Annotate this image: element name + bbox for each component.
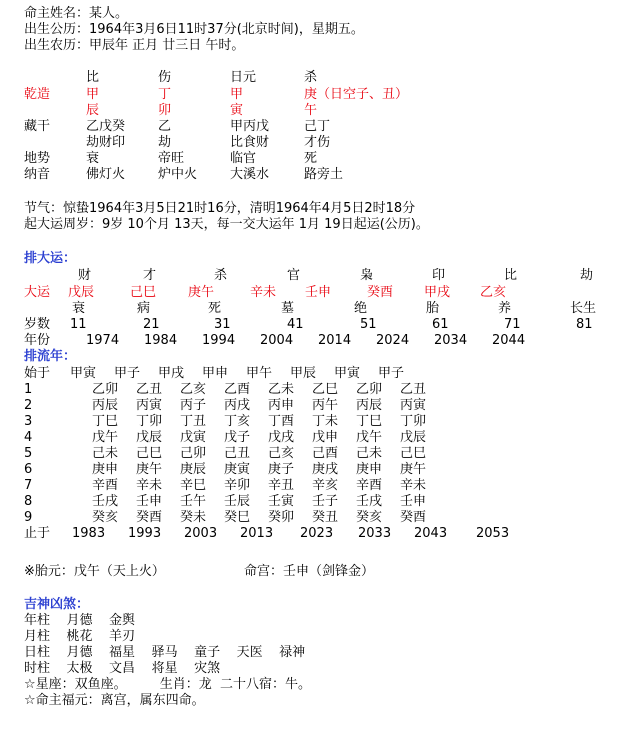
liunian-pillar: 癸酉	[400, 510, 427, 525]
dayun-age: 41	[287, 317, 304, 332]
dayun-year: 2044	[492, 333, 526, 348]
dayun-year: 1974	[86, 333, 120, 348]
stem: 丁	[158, 87, 172, 102]
liunian-pillar: 辛亥	[312, 478, 339, 493]
liunian-pillar: 丙子	[180, 398, 207, 413]
dayun-year: 2004	[260, 333, 294, 348]
dayun-age: 51	[360, 317, 377, 332]
dayun-state: 病	[137, 301, 151, 316]
stem: 甲	[230, 87, 244, 102]
end-year: 2003	[184, 526, 218, 541]
liunian-row-number: 2	[24, 398, 33, 413]
dayun-pillar: 戊辰	[68, 285, 95, 300]
liunian-pillar: 辛酉	[92, 478, 119, 493]
liunian-pillar: 辛未	[400, 478, 427, 493]
liunian-pillar: 戊辰	[400, 430, 427, 445]
liunian-pillar: 壬寅	[268, 494, 295, 509]
liunian-pillar: 庚午	[136, 462, 163, 477]
dishi-label: 地势	[24, 151, 51, 166]
dayun-state: 胎	[426, 301, 440, 316]
minggong: 命宫：壬申（剑锋金）	[244, 564, 375, 579]
liunian-pillar: 壬午	[180, 494, 207, 509]
branch: 卯	[158, 103, 172, 118]
start-pillar: 甲戌	[158, 366, 185, 381]
liunian-row-number: 6	[24, 462, 33, 477]
liunian-pillar: 癸丑	[312, 510, 339, 525]
end-year: 2033	[358, 526, 392, 541]
canggan: 乙	[158, 119, 172, 134]
shensha-heading: 吉神凶煞：	[24, 597, 90, 612]
dayun-god: 印	[432, 268, 446, 283]
dayun-age: 81	[576, 317, 593, 332]
year-label: 年份	[24, 333, 51, 348]
liunian-pillar: 癸亥	[356, 510, 383, 525]
liunian-row-number: 8	[24, 494, 33, 509]
liunian-pillar: 戊子	[224, 430, 251, 445]
nayin: 路旁土	[304, 167, 344, 182]
liunian-pillar: 丁卯	[136, 414, 163, 429]
dishi: 衰	[86, 151, 100, 166]
liunian-pillar: 乙卯	[92, 382, 119, 397]
liunian-pillar: 丁巳	[92, 414, 119, 429]
liunian-pillar: 庚午	[400, 462, 427, 477]
branch: 午	[304, 103, 318, 118]
liunian-pillar: 壬申	[136, 494, 163, 509]
liunian-row-number: 3	[24, 414, 33, 429]
dayun-pillar: 庚午	[188, 285, 215, 300]
liunian-pillar: 乙丑	[136, 382, 163, 397]
liunian-pillar: 辛丑	[268, 478, 295, 493]
start-pillar: 甲子	[378, 366, 405, 381]
liunian-pillar: 癸巳	[224, 510, 251, 525]
liunian-pillar: 乙酉	[224, 382, 251, 397]
liunian-pillar: 戊寅	[180, 430, 207, 445]
liunian-pillar: 乙丑	[400, 382, 427, 397]
dayun-god: 劫	[580, 268, 594, 283]
liunian-pillar: 丁未	[312, 414, 339, 429]
start-pillar: 甲辰	[290, 366, 317, 381]
liunian-pillar: 戊申	[312, 430, 339, 445]
liunian-pillar: 丙午	[312, 398, 339, 413]
lunar-birth: 出生农历：甲辰年 正月 廿三日 午时。	[24, 38, 245, 53]
stem: 庚（日空子、丑）	[304, 87, 409, 102]
liunian-pillar: 壬戌	[356, 494, 383, 509]
shensha-line: 日柱 月德 福星 驿马 童子 天医 禄神	[24, 645, 306, 660]
dayun-state: 墓	[281, 301, 295, 316]
dayun-age: 11	[70, 317, 87, 332]
nayin: 炉中火	[158, 167, 198, 182]
start-pillar: 甲子	[114, 366, 141, 381]
liunian-pillar: 己巳	[400, 446, 427, 461]
liunian-pillar: 壬申	[400, 494, 427, 509]
branch: 辰	[86, 103, 100, 118]
liunian-pillar: 丙辰	[356, 398, 383, 413]
start-pillar: 甲寅	[334, 366, 361, 381]
liunian-pillar: 戊午	[92, 430, 119, 445]
dayun-state: 绝	[354, 301, 368, 316]
dayun-year: 2024	[376, 333, 410, 348]
liunian-pillar: 丁亥	[224, 414, 251, 429]
jieqi-line: 节气：惊蛰1964年3月5日21时16分，清明1964年4月5日2时18分	[24, 201, 416, 216]
dayun-god: 杀	[214, 268, 228, 283]
end-year: 2013	[240, 526, 274, 541]
dayun-pillar: 己巳	[130, 285, 157, 300]
age-label: 岁数	[24, 317, 51, 332]
dayun-pillar: 辛未	[250, 285, 277, 300]
liunian-pillar: 丁酉	[268, 414, 295, 429]
dayun-god: 比	[504, 268, 518, 283]
liunian-pillar: 己丑	[224, 446, 251, 461]
liunian-heading: 排流年：	[24, 349, 77, 364]
canggan: 乙戊癸	[86, 119, 126, 134]
qianzao-label: 乾造	[24, 87, 51, 102]
liunian-pillar: 戊午	[356, 430, 383, 445]
ten-god: 比	[86, 70, 100, 85]
start-pillar: 甲寅	[70, 366, 97, 381]
liunian-pillar: 己酉	[312, 446, 339, 461]
liunian-pillar: 庚子	[268, 462, 295, 477]
dayun-year: 2034	[434, 333, 468, 348]
liunian-row-number: 9	[24, 510, 33, 525]
dayun-year: 1984	[144, 333, 178, 348]
start-pillar: 甲申	[202, 366, 229, 381]
nayin: 大溪水	[230, 167, 270, 182]
dayun-year: 2014	[318, 333, 352, 348]
liunian-row-number: 4	[24, 430, 33, 445]
liunian-pillar: 壬戌	[92, 494, 119, 509]
liunian-pillar: 丙戌	[224, 398, 251, 413]
dayun-age: 71	[504, 317, 521, 332]
liunian-pillar: 癸卯	[268, 510, 295, 525]
ten-god: 日元	[230, 70, 257, 85]
liunian-pillar: 癸酉	[136, 510, 163, 525]
end-label: 止于	[24, 526, 51, 541]
end-year: 1993	[128, 526, 162, 541]
liunian-pillar: 丁巳	[356, 414, 383, 429]
liunian-pillar: 己卯	[180, 446, 207, 461]
xingzuo-line: ☆星座：双鱼座。 生肖：龙 二十八宿：牛。	[24, 677, 311, 692]
dayun-age: 61	[432, 317, 449, 332]
dayun-god: 枭	[360, 268, 374, 283]
liunian-pillar: 辛卯	[224, 478, 251, 493]
liunian-pillar: 丙寅	[400, 398, 427, 413]
stem: 甲	[86, 87, 100, 102]
liunian-pillar: 庚辰	[180, 462, 207, 477]
dayun-state: 养	[498, 301, 512, 316]
liunian-pillar: 乙巳	[312, 382, 339, 397]
canggan-label: 藏干	[24, 119, 51, 134]
dayun-god: 才	[143, 268, 157, 283]
end-year: 2043	[414, 526, 448, 541]
liunian-pillar: 己未	[92, 446, 119, 461]
liunian-row-number: 1	[24, 382, 33, 397]
canggan: 己丁	[304, 119, 331, 134]
dayun-god: 官	[287, 268, 301, 283]
end-year: 2053	[476, 526, 510, 541]
liunian-pillar: 庚寅	[224, 462, 251, 477]
qiyun-line: 起大运周岁：9岁 10个月 13天，每一交大运年 1月 19日起运(公历)。	[24, 217, 429, 232]
dayun-label: 大运	[24, 285, 51, 300]
shensha-line: 月柱 桃花 羊刃	[24, 629, 136, 644]
liunian-pillar: 辛巳	[180, 478, 207, 493]
canggan-god: 比食财	[230, 135, 270, 150]
canggan-god: 劫财印	[86, 135, 126, 150]
canggan-god: 劫	[158, 135, 172, 150]
liunian-pillar: 壬辰	[224, 494, 251, 509]
liunian-pillar: 辛酉	[356, 478, 383, 493]
liunian-pillar: 戊辰	[136, 430, 163, 445]
end-year: 1983	[72, 526, 106, 541]
liunian-pillar: 辛未	[136, 478, 163, 493]
fuyuan-line: ☆命主福元：离宫，属东四命。	[24, 693, 205, 708]
shensha-line: 年柱 月德 金舆	[24, 613, 136, 628]
liunian-pillar: 乙亥	[180, 382, 207, 397]
liunian-pillar: 乙卯	[356, 382, 383, 397]
liunian-pillar: 壬子	[312, 494, 339, 509]
dayun-state: 死	[208, 301, 222, 316]
end-year: 2023	[300, 526, 334, 541]
liunian-pillar: 丙辰	[92, 398, 119, 413]
dayun-pillar: 壬申	[305, 285, 332, 300]
liunian-pillar: 丁丑	[180, 414, 207, 429]
liunian-pillar: 癸未	[180, 510, 207, 525]
liunian-pillar: 庚戌	[312, 462, 339, 477]
dayun-god: 财	[78, 268, 92, 283]
taiyuan: ※胎元：戊午（天上火）	[24, 564, 165, 579]
liunian-pillar: 癸亥	[92, 510, 119, 525]
ten-god: 杀	[304, 70, 318, 85]
dishi: 帝旺	[158, 151, 185, 166]
liunian-pillar: 己未	[356, 446, 383, 461]
dayun-pillar: 甲戌	[424, 285, 451, 300]
dayun-pillar: 乙亥	[480, 285, 507, 300]
liunian-pillar: 丙申	[268, 398, 295, 413]
ten-god: 伤	[158, 70, 172, 85]
liunian-pillar: 戊戌	[268, 430, 295, 445]
dishi: 临官	[230, 151, 257, 166]
nayin-label: 纳音	[24, 167, 51, 182]
owner-name: 命主姓名：某人。	[24, 6, 129, 21]
shensha-line: 时柱 太极 文昌 将星 灾煞	[24, 661, 221, 676]
dayun-state: 长生	[570, 301, 597, 316]
dishi: 死	[304, 151, 318, 166]
liunian-pillar: 乙未	[268, 382, 295, 397]
liunian-pillar: 己巳	[136, 446, 163, 461]
dayun-age: 31	[214, 317, 231, 332]
start-label: 始于	[24, 366, 51, 381]
liunian-pillar: 庚申	[92, 462, 119, 477]
branch: 寅	[230, 103, 244, 118]
liunian-pillar: 丁卯	[400, 414, 427, 429]
start-pillar: 甲午	[246, 366, 273, 381]
dayun-year: 1994	[202, 333, 236, 348]
liunian-pillar: 丙寅	[136, 398, 163, 413]
dayun-pillar: 癸酉	[367, 285, 394, 300]
liunian-pillar: 庚申	[356, 462, 383, 477]
liunian-pillar: 己亥	[268, 446, 295, 461]
solar-birth: 出生公历：1964年3月6日11时37分(北京时间)，星期五。	[24, 22, 364, 37]
liunian-row-number: 5	[24, 446, 33, 461]
liunian-row-number: 7	[24, 478, 33, 493]
canggan-god: 才伤	[304, 135, 331, 150]
canggan: 甲丙戊	[230, 119, 270, 134]
dayun-state: 衰	[72, 301, 86, 316]
nayin: 佛灯火	[86, 167, 126, 182]
dayun-age: 21	[143, 317, 160, 332]
dayun-heading: 排大运：	[24, 251, 77, 266]
